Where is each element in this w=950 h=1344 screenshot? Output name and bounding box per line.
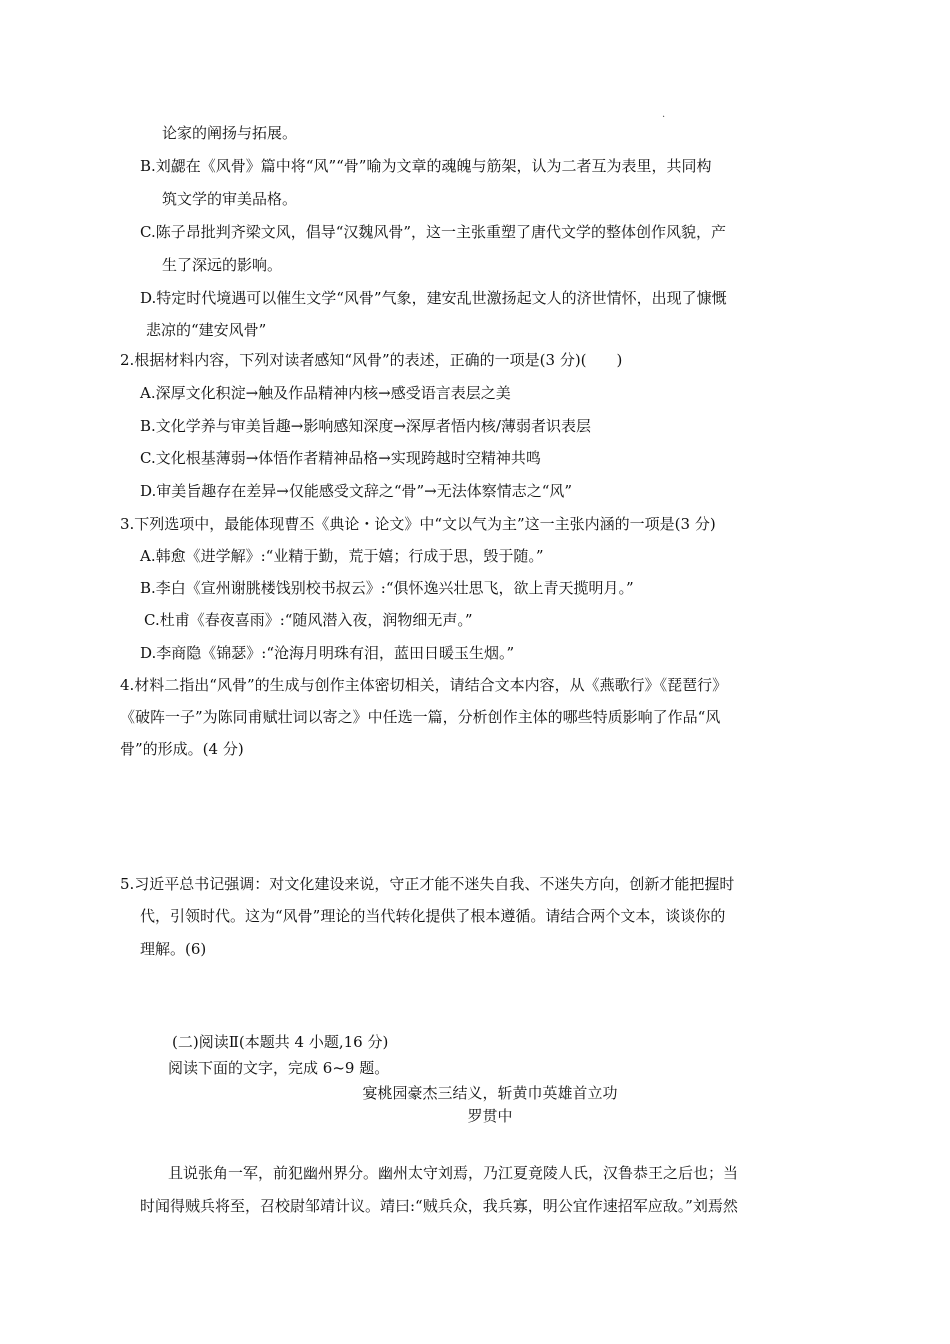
passage-paragraph-line1: 且说张角一军，前犯幽州界分。幽州太守刘焉，乃江夏竟陵人氏，汉鲁恭王之后也；当 (168, 1164, 739, 1182)
q1-option-c-line1: C.陈子昂批判齐梁文风，倡导“汉魏风骨”，这一主张重塑了唐代文学的整体创作风貌，产 (140, 223, 727, 241)
q4-line2: 《破阵一子”为陈同甫赋壮词以寄之》中任选一篇，分析创作主体的哪些特质影响了作品“风 (120, 708, 721, 726)
q2-option-b: B.文化学养与审美旨趣→影响感知深度→深厚者悟内核/薄弱者识表层 (140, 417, 591, 435)
section-instruction: 阅读下面的文字，完成 6~9 题。 (168, 1059, 390, 1077)
q4-line1: 4.材料二指出“风骨”的生成与创作主体密切相关，请结合文本内容，从《燕歌行》《琵琶行》 (120, 676, 728, 694)
q5-line3: 理解。(6) (140, 940, 207, 958)
q5-line2: 代，引领时代。这为“风骨”理论的当代转化提供了根本遵循。请结合两个文本，谈谈你的 (140, 907, 726, 925)
q5-line1: 5.习近平总书记强调：对文化建设来说，守正才能不迷失自我、不迷失方向，创新才能把握时 (120, 875, 735, 893)
q4-line3: 骨”的形成。(4 分) (120, 740, 244, 758)
passage-title: 宴桃园豪杰三结义，斩黄巾英雄首立功 (362, 1084, 618, 1102)
q1-option-c-line2: 生了深远的影响。 (162, 256, 283, 274)
q1-option-b-line1: B.刘勰在《风骨》篇中将“风”“骨”喻为文章的魂魄与筋架，认为二者互为表里，共同构 (140, 157, 712, 175)
q1-option-b-line2: 筑文学的审美品格。 (162, 190, 298, 208)
q2-stem: 2.根据材料内容，下列对读者感知“风骨”的表述，正确的一项是(3 分)( ) (120, 351, 623, 369)
q1-option-a-tail: 论家的阐扬与拓展。 (162, 124, 298, 142)
q1-option-d-line1: D.特定时代境遇可以催生文学“风骨”气象，建安乱世激扬起文人的济世情怀，出现了慷慨 (140, 289, 727, 307)
q2-option-a: A.深厚文化积淀→触及作品精神内核→感受语言表层之美 (140, 384, 511, 402)
q2-option-c: C.文化根基薄弱→体悟作者精神品格→实现跨越时空精神共鸣 (140, 449, 541, 467)
section-heading: (二)阅读Ⅱ(本题共 4 小题,16 分) (172, 1033, 389, 1051)
stray-dot: · (662, 112, 666, 123)
q2-option-d: D.审美旨趣存在差异→仅能感受文辞之“骨”→无法体察情志之“风” (140, 482, 573, 500)
q1-option-d-line2: 悲凉的“建安风骨” (146, 321, 267, 339)
q3-option-a: A.韩愈《进学解》:“业精于勤，荒于嬉；行成于思，毁于随。” (140, 547, 544, 565)
q3-option-d: D.李商隐《锦瑟》:“沧海月明珠有泪，蓝田日暖玉生烟。” (140, 644, 515, 662)
q3-option-c: C.杜甫《春夜喜雨》:“随风潜入夜，润物细无声。” (144, 611, 473, 629)
passage-author: 罗贯中 (467, 1107, 513, 1125)
q3-stem: 3.下列选项中，最能体现曹丕《典论・论文》中“文以气为主”这一主张内涵的一项是(3 分) (120, 515, 716, 533)
passage-paragraph-line2: 时闻得贼兵将至，召校尉邹靖计议。靖曰:“贼兵众，我兵寡，明公宜作速招军应敌。”刘焉然 (140, 1197, 738, 1215)
q3-option-b: B.李白《宣州谢朓楼饯别校书叔云》:“俱怀逸兴壮思飞，欲上青天揽明月。” (140, 579, 634, 597)
